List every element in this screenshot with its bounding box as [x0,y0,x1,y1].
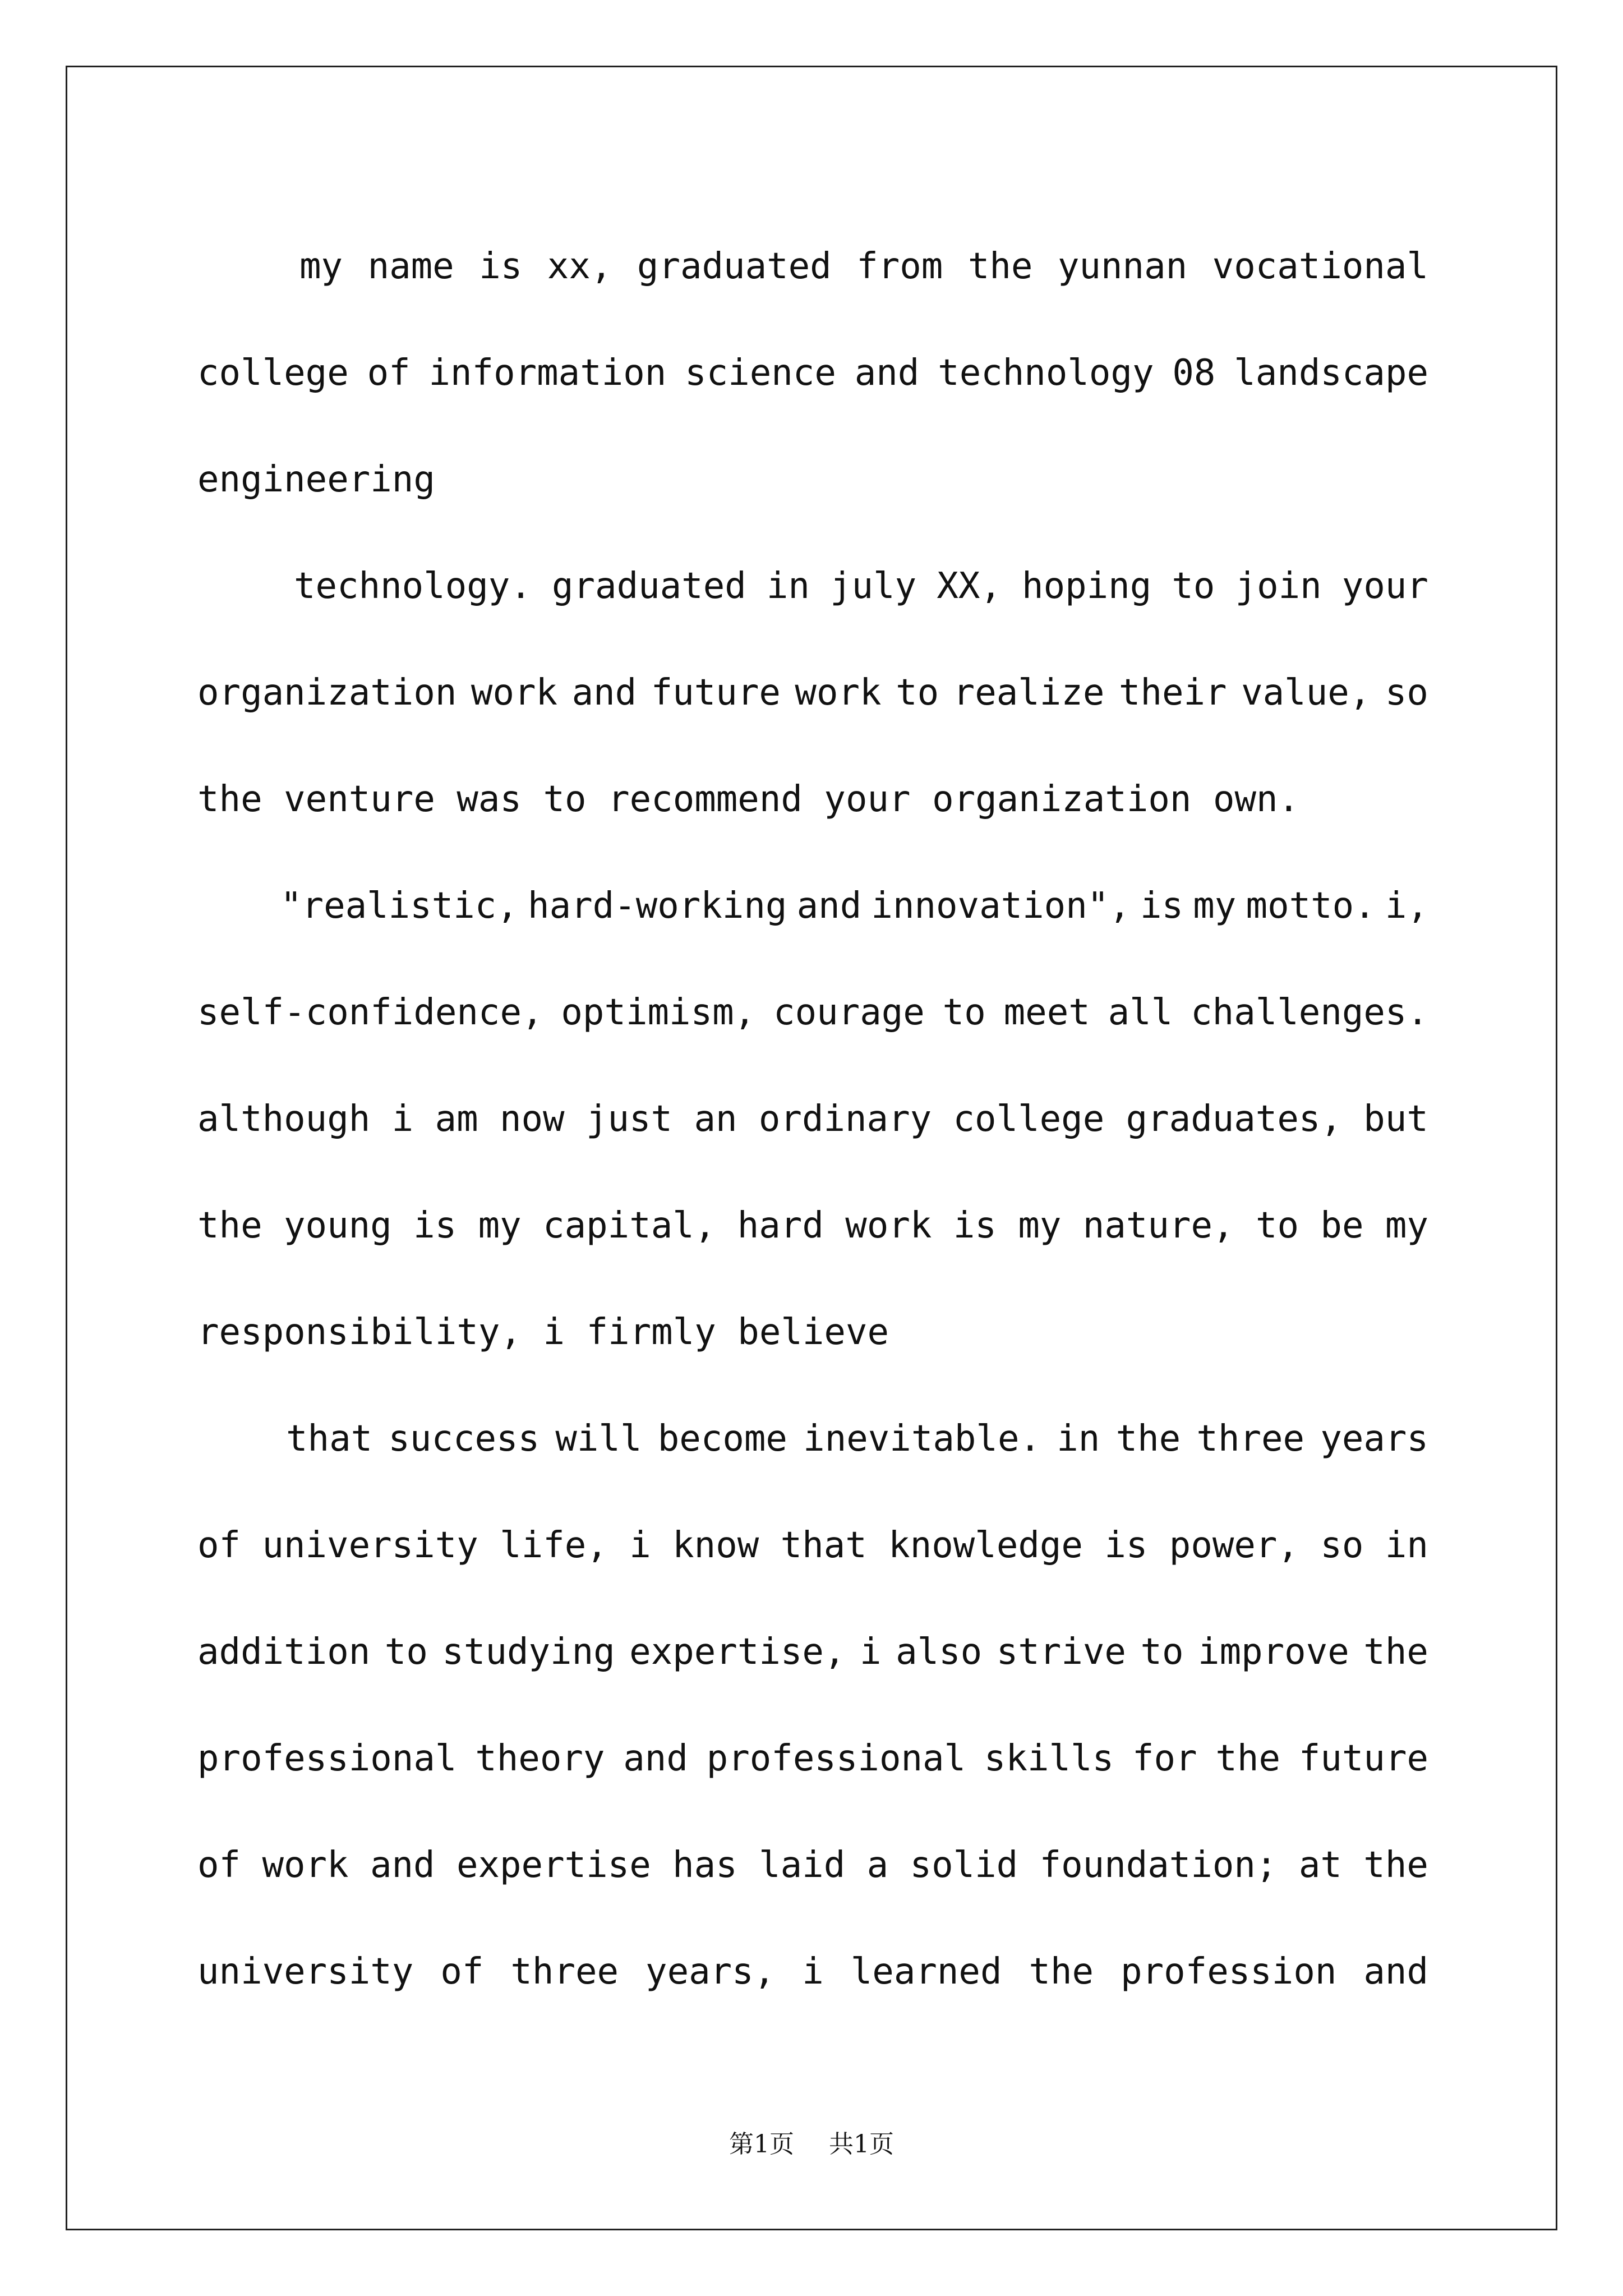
text-line: although i am now just an ordinary college graduates, but [197,1098,1428,1140]
text-line: technology. graduated in july XX, hoping to join your [294,565,1428,607]
text-line: self-confidence, optimism, courage to meet all challenges. [197,992,1428,1033]
text-line: that success will become inevitable. in the three years [286,1418,1428,1460]
document-body [197,213,1428,2025]
text-line: "realistic, hard-working and innovation", is my motto. i, [280,885,1428,927]
text-line: the young is my capital, hard work is my nature, to be my [197,1205,1428,1246]
page-number: 第1页 [729,2130,794,2159]
text-line: college of information science and technology 08 landscape [197,352,1428,394]
page-total: 共1页 [829,2130,894,2159]
text-line: engineering [197,459,435,500]
page-footer [0,2124,1623,2160]
text-line: professional theory and professional skills for the future [197,1738,1428,1779]
text-line: the venture was to recommend your organization own. [197,779,1300,820]
text-line: of work and expertise has laid a solid foundation; at the [197,1844,1428,1886]
text-line: addition to studying expertise, i also strive to improve the [197,1631,1428,1673]
text-line: organization work and future work to realize their value, so [197,672,1428,714]
text-line: my name is xx, graduated from the yunnan vocational [299,246,1428,287]
text-line: of university life, i know that knowledge is power, so in [197,1525,1428,1566]
text-line: responsibility, i firmly believe [197,1312,889,1353]
text-line: university of three years, i learned the profession and [197,1951,1428,1993]
